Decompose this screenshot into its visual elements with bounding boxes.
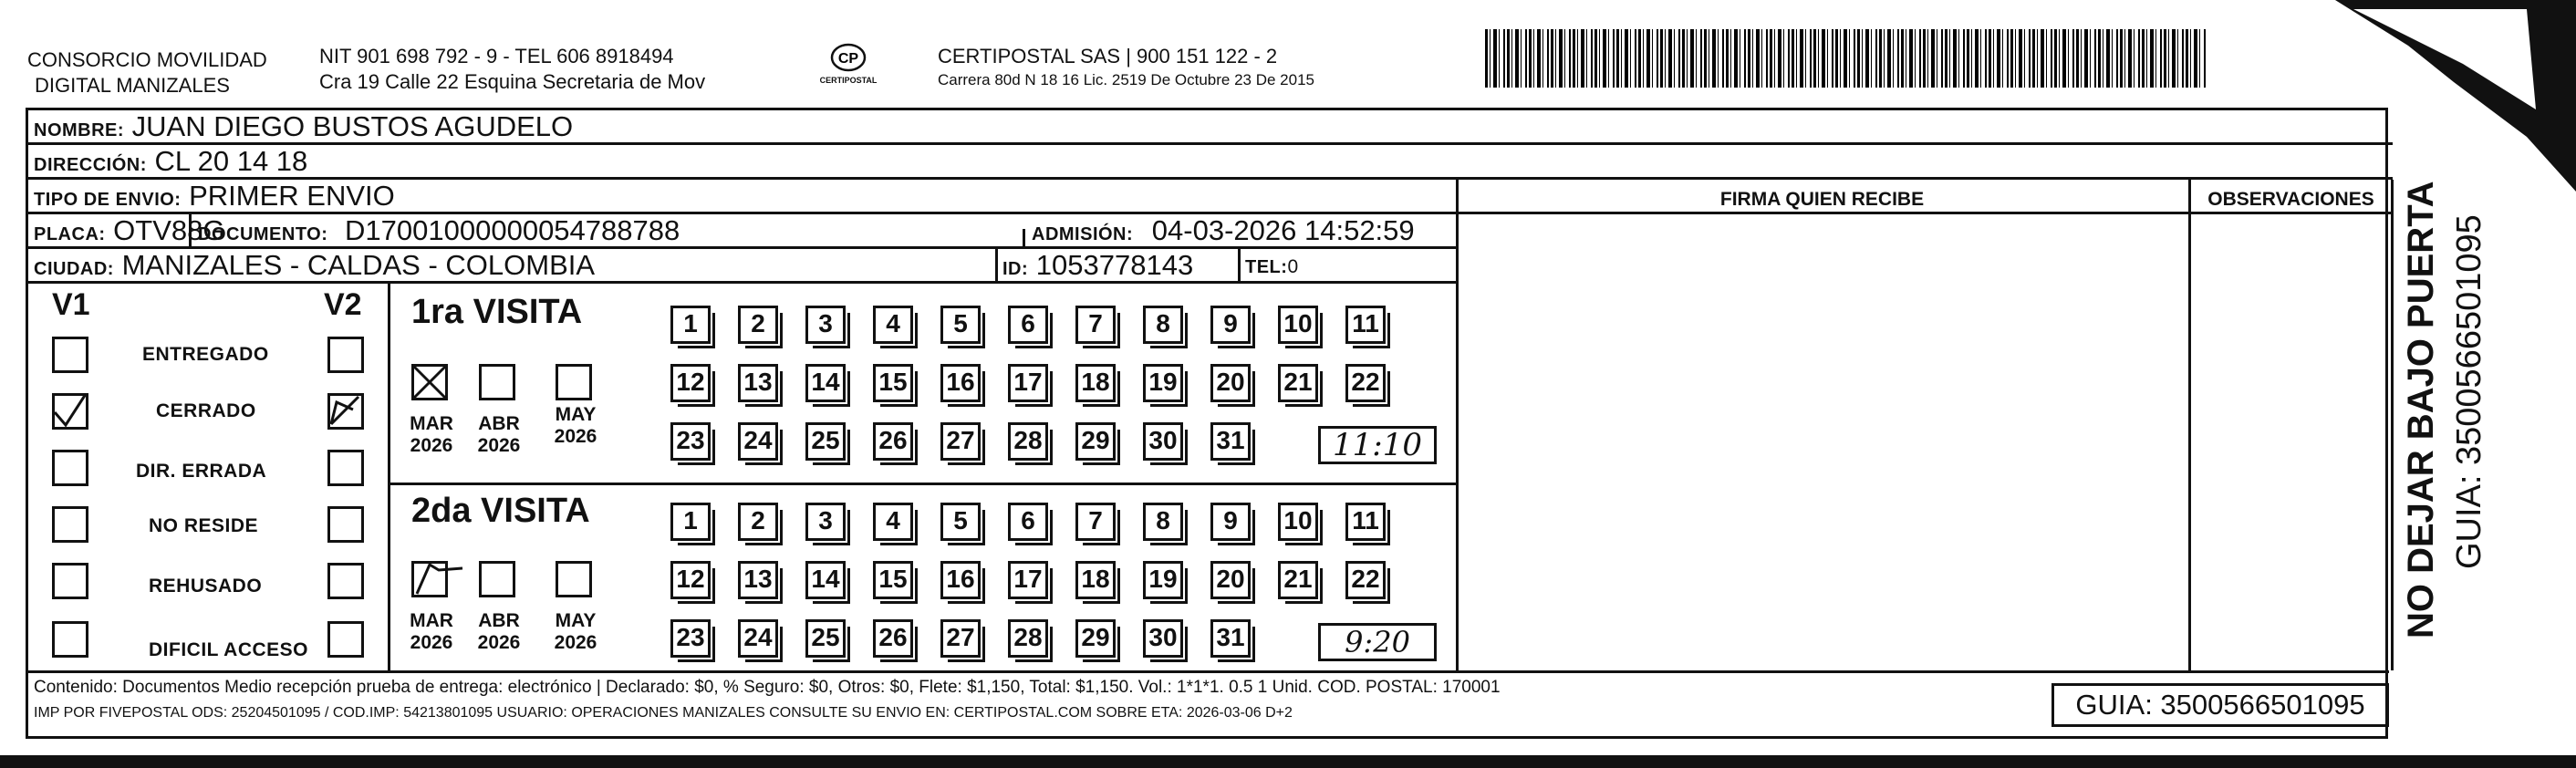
first-visit-day-16[interactable]: 16 bbox=[940, 364, 981, 402]
address-line: Cra 19 Calle 22 Esquina Secretaria de Mov bbox=[319, 70, 706, 93]
v1-dir-errada-checkbox[interactable] bbox=[52, 450, 88, 486]
first-visit-day-14[interactable]: 14 bbox=[805, 364, 846, 402]
second-visit-mar: MAR 2026 bbox=[410, 610, 453, 653]
divider bbox=[2188, 180, 2191, 670]
tel-block bbox=[1245, 256, 1298, 278]
first-visit-day-3[interactable]: 3 bbox=[805, 306, 846, 344]
status-entregado: ENTREGADO bbox=[142, 344, 269, 365]
second-visit-day-20[interactable]: 20 bbox=[1210, 561, 1251, 599]
v1-cerrado-checkbox[interactable] bbox=[52, 393, 88, 430]
second-visit-day-10[interactable]: 10 bbox=[1278, 503, 1318, 541]
first-visit-day-24[interactable]: 24 bbox=[738, 422, 778, 461]
company-line2: DIGITAL MANIZALES bbox=[35, 74, 230, 97]
footer-content: Contenido: Documentos Medio recepción prueba de entrega: electrónico | Declarado: $0, % Seguro: $0, Otros: $0, Flete: $1,150, Total: $1,150. Vol.: 1*1*1. 0.5 1 Unid. COD. POSTAL: 170001 bbox=[34, 678, 1501, 697]
first-visit-day-11[interactable]: 11 bbox=[1345, 306, 1386, 344]
first-visit-day-26[interactable]: 26 bbox=[873, 422, 913, 461]
divider bbox=[388, 483, 1456, 485]
divider bbox=[1023, 229, 1025, 249]
second-visit-day-12[interactable]: 12 bbox=[670, 561, 711, 599]
second-visit-day-5[interactable]: 5 bbox=[940, 503, 981, 541]
second-visit-day-19[interactable]: 19 bbox=[1143, 561, 1183, 599]
status-cerrado: CERRADO bbox=[156, 400, 256, 421]
bottom-edge bbox=[0, 755, 2576, 768]
second-visit-day-1[interactable]: 1 bbox=[670, 503, 711, 541]
row-tipo bbox=[28, 180, 1456, 214]
side-guia: GUIA: 3500566501095 bbox=[2450, 214, 2488, 569]
first-visit-day-20[interactable]: 20 bbox=[1210, 364, 1251, 402]
certipostal-logo-icon bbox=[828, 42, 868, 73]
second-visit-day-21[interactable]: 21 bbox=[1278, 561, 1318, 599]
v2-entregado-checkbox[interactable] bbox=[327, 337, 364, 373]
barcode bbox=[1485, 29, 2207, 88]
direccion-label: DIRECCIÓN: bbox=[34, 155, 147, 175]
tipo-label: TIPO DE ENVIO: bbox=[34, 190, 182, 210]
placa-value: OTV88G bbox=[113, 214, 225, 246]
second-visit-day-17[interactable]: 17 bbox=[1008, 561, 1048, 599]
first-visit-day-7[interactable]: 7 bbox=[1075, 306, 1116, 344]
admision-value: 04-03-2026 14:52:59 bbox=[1151, 214, 1415, 246]
divider bbox=[28, 670, 2389, 673]
id-label: ID: bbox=[1002, 259, 1029, 279]
second-visit-day-9[interactable]: 9 bbox=[1210, 503, 1251, 541]
observaciones-label: OBSERVACIONES bbox=[2207, 189, 2374, 210]
first-visit-time-note: 11:10 bbox=[1318, 426, 1437, 464]
v1-rehusado-checkbox[interactable] bbox=[52, 563, 88, 599]
second-visit-day-16[interactable]: 16 bbox=[940, 561, 981, 599]
first-visit-day-28[interactable]: 28 bbox=[1008, 422, 1048, 461]
second-visit-day-29[interactable]: 29 bbox=[1075, 619, 1116, 658]
status-dir-errada: DIR. ERRADA bbox=[136, 461, 267, 482]
second-visit-abr: ABR 2026 bbox=[477, 610, 521, 653]
firma-label: FIRMA QUIEN RECIBE bbox=[1719, 189, 1925, 210]
row-nombre bbox=[28, 110, 2393, 145]
v1-no-reside-checkbox[interactable] bbox=[52, 506, 88, 543]
first-visit-day-19[interactable]: 19 bbox=[1143, 364, 1183, 402]
footer-imp: IMP POR FIVEPOSTAL ODS: 25204501095 / COD.IMP: 54213801095 USUARIO: OPERACIONES MANIZALES CONSULTE SU ENVIO EN: CERTIPOSTAL.COM SOBRE ETA: 2026-03-06 D+2 bbox=[34, 705, 1293, 721]
second-visit-day-24[interactable]: 24 bbox=[738, 619, 778, 658]
second-visit-day-26[interactable]: 26 bbox=[873, 619, 913, 658]
company-line1: CONSORCIO MOVILIDAD bbox=[27, 48, 267, 71]
check-mark-icon bbox=[411, 364, 448, 400]
nombre-value: JUAN DIEGO BUSTOS AGUDELO bbox=[131, 110, 574, 142]
first-visit-day-18[interactable]: 18 bbox=[1075, 364, 1116, 402]
documento-block bbox=[198, 214, 680, 251]
footer-guia: GUIA: 3500566501095 bbox=[2051, 683, 2389, 727]
first-visit-day-30[interactable]: 30 bbox=[1143, 422, 1183, 461]
first-visit-day-22[interactable]: 22 bbox=[1345, 364, 1386, 402]
certipostal-info bbox=[938, 44, 1314, 91]
second-visit-day-18[interactable]: 18 bbox=[1075, 561, 1116, 599]
first-visit-day-13[interactable]: 13 bbox=[738, 364, 778, 402]
nombre-label: NOMBRE: bbox=[34, 120, 125, 140]
v2-cerrado-checkbox[interactable] bbox=[327, 393, 364, 430]
first-visit-mar: MAR 2026 bbox=[410, 413, 453, 456]
no-dejar-bajo-puerta: NO DEJAR BAJO PUERTA bbox=[2401, 181, 2441, 638]
second-visit-day-27[interactable]: 27 bbox=[940, 619, 981, 658]
second-visit-day-8[interactable]: 8 bbox=[1143, 503, 1183, 541]
second-visit-day-28[interactable]: 28 bbox=[1008, 619, 1048, 658]
second-visit-mar-checkbox[interactable] bbox=[411, 561, 448, 597]
nit-line: NIT 901 698 792 - 9 - TEL 606 8918494 bbox=[319, 45, 674, 67]
second-visit-day-31[interactable]: 31 bbox=[1210, 619, 1251, 658]
v2-dir-errada-checkbox[interactable] bbox=[327, 450, 364, 486]
certipostal-logo bbox=[816, 42, 880, 85]
logo-text: CERTIPOSTAL bbox=[819, 76, 878, 85]
second-visit-day-11[interactable]: 11 bbox=[1345, 503, 1386, 541]
tel-value: 0 bbox=[1287, 256, 1299, 277]
first-visit-day-2[interactable]: 2 bbox=[738, 306, 778, 344]
second-visit-day-4[interactable]: 4 bbox=[873, 503, 913, 541]
documento-label: DOCUMENTO: bbox=[198, 224, 328, 244]
second-visit-day-6[interactable]: 6 bbox=[1008, 503, 1048, 541]
second-visit-day-30[interactable]: 30 bbox=[1143, 619, 1183, 658]
first-visit-mar-checkbox[interactable] bbox=[411, 364, 448, 400]
first-visit-day-23[interactable]: 23 bbox=[670, 422, 711, 461]
divider bbox=[388, 284, 390, 670]
first-visit-day-5[interactable]: 5 bbox=[940, 306, 981, 344]
first-visit-day-29[interactable]: 29 bbox=[1075, 422, 1116, 461]
v1-label: V1 bbox=[52, 287, 90, 322]
first-visit-day-31[interactable]: 31 bbox=[1210, 422, 1251, 461]
check-mark-icon bbox=[411, 561, 466, 597]
divider bbox=[1456, 212, 2392, 214]
second-visit-abr-checkbox[interactable] bbox=[479, 561, 515, 597]
second-visit-day-2[interactable]: 2 bbox=[738, 503, 778, 541]
first-visit-abr-checkbox[interactable] bbox=[479, 364, 515, 400]
first-visit-title: 1ra VISITA bbox=[411, 293, 583, 331]
second-visit-day-13[interactable]: 13 bbox=[738, 561, 778, 599]
placa-label: PLACA: bbox=[34, 224, 106, 244]
first-visit-may-checkbox[interactable] bbox=[556, 364, 592, 400]
first-visit-day-10[interactable]: 10 bbox=[1278, 306, 1318, 344]
first-visit-day-1[interactable]: 1 bbox=[670, 306, 711, 344]
second-visit-day-7[interactable]: 7 bbox=[1075, 503, 1116, 541]
certi-line2: Carrera 80d N 18 16 Lic. 2519 De Octubre 23 De 2015 bbox=[938, 71, 1314, 88]
id-value: 1053778143 bbox=[1035, 249, 1194, 281]
status-no-reside: NO RESIDE bbox=[149, 515, 259, 536]
tel-label: TEL: bbox=[1245, 257, 1288, 277]
second-visit-day-22[interactable]: 22 bbox=[1345, 561, 1386, 599]
ciudad-label: CIUDAD: bbox=[34, 259, 114, 279]
documento-value: D17001000000054788788 bbox=[345, 214, 680, 246]
second-visit-title: 2da VISITA bbox=[411, 492, 590, 530]
second-visit-time-note: 9:20 bbox=[1318, 623, 1437, 661]
first-visit-day-15[interactable]: 15 bbox=[873, 364, 913, 402]
first-visit-day-21[interactable]: 21 bbox=[1278, 364, 1318, 402]
v1-entregado-checkbox[interactable] bbox=[52, 337, 88, 373]
row-direccion bbox=[28, 145, 2393, 180]
status-rehusado: REHUSADO bbox=[149, 576, 263, 597]
v2-no-reside-checkbox[interactable] bbox=[327, 506, 364, 543]
divider bbox=[2391, 180, 2394, 670]
admision-block bbox=[1032, 214, 1415, 251]
direccion-value: CL 20 14 18 bbox=[154, 145, 308, 177]
nit-block bbox=[319, 44, 705, 95]
v2-label: V2 bbox=[324, 287, 362, 322]
first-visit-day-17[interactable]: 17 bbox=[1008, 364, 1048, 402]
first-visit-day-6[interactable]: 6 bbox=[1008, 306, 1048, 344]
second-visit-day-25[interactable]: 25 bbox=[805, 619, 846, 658]
divider bbox=[1238, 249, 1241, 284]
second-visit-may-checkbox[interactable] bbox=[556, 561, 592, 597]
first-visit-may: MAY 2026 bbox=[554, 404, 597, 447]
second-visit-day-3[interactable]: 3 bbox=[805, 503, 846, 541]
id-block bbox=[1002, 249, 1193, 285]
v2-rehusado-checkbox[interactable] bbox=[327, 563, 364, 599]
first-visit-abr: ABR 2026 bbox=[477, 413, 521, 456]
v1-dificil-acceso-checkbox[interactable] bbox=[52, 621, 88, 658]
tipo-value: PRIMER ENVIO bbox=[189, 180, 395, 212]
first-visit-day-12[interactable]: 12 bbox=[670, 364, 711, 402]
delivery-card bbox=[26, 108, 2388, 739]
first-visit-day-27[interactable]: 27 bbox=[940, 422, 981, 461]
v2-dificil-acceso-checkbox[interactable] bbox=[327, 621, 364, 658]
second-visit-may: MAY 2026 bbox=[554, 610, 597, 653]
first-visit-day-9[interactable]: 9 bbox=[1210, 306, 1251, 344]
admision-label: ADMISIÓN: bbox=[1032, 224, 1134, 244]
svg-text:CP: CP bbox=[837, 51, 859, 67]
divider bbox=[995, 249, 998, 284]
check-mark-icon bbox=[327, 393, 364, 430]
check-mark-icon bbox=[49, 390, 86, 427]
ciudad-value: MANIZALES - CALDAS - COLOMBIA bbox=[121, 249, 596, 281]
first-visit-day-25[interactable]: 25 bbox=[805, 422, 846, 461]
second-visit-day-15[interactable]: 15 bbox=[873, 561, 913, 599]
first-visit-day-8[interactable]: 8 bbox=[1143, 306, 1183, 344]
status-dificil-acceso: DIFICIL ACCESO bbox=[149, 639, 309, 660]
first-visit-day-4[interactable]: 4 bbox=[873, 306, 913, 344]
divider bbox=[189, 214, 192, 249]
row-ciudad bbox=[28, 249, 1456, 284]
certi-line1: CERTIPOSTAL SAS | 900 151 122 - 2 bbox=[938, 45, 1278, 67]
company-name bbox=[27, 47, 267, 99]
second-visit-day-14[interactable]: 14 bbox=[805, 561, 846, 599]
divider bbox=[1456, 180, 1459, 670]
second-visit-day-23[interactable]: 23 bbox=[670, 619, 711, 658]
